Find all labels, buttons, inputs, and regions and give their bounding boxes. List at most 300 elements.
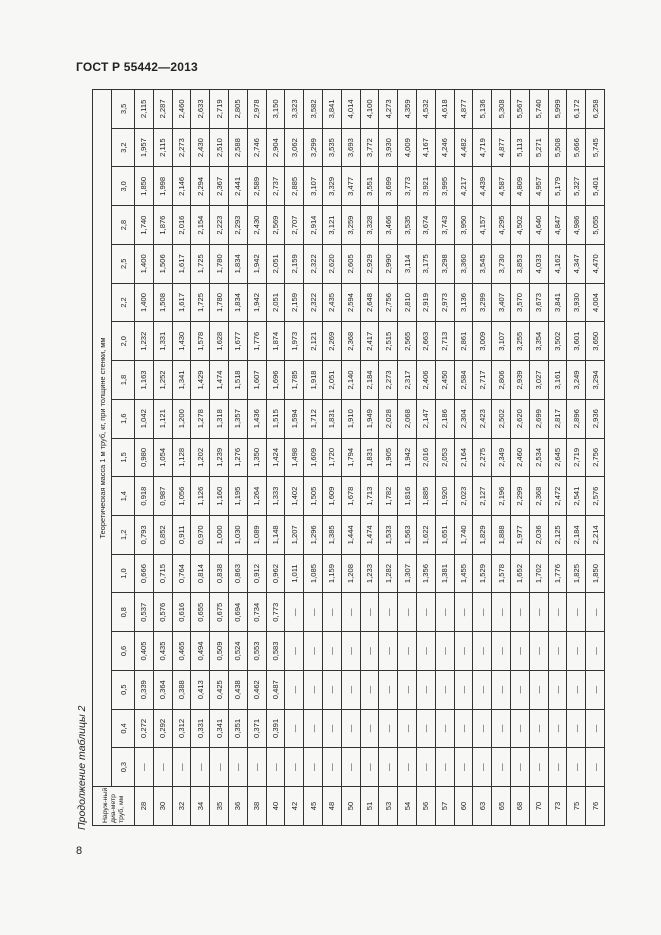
- mass-cell: 2,214: [586, 515, 605, 554]
- mass-cell: —: [341, 670, 360, 709]
- mass-cell: —: [416, 709, 435, 748]
- mass-cell: 5,745: [586, 128, 605, 167]
- table-row: [322, 90, 341, 826]
- mass-cell: 1,318: [210, 399, 229, 438]
- thickness-header: 1,8: [112, 361, 135, 400]
- mass-cell: 2,304: [454, 399, 473, 438]
- mass-cell: 2,349: [492, 438, 511, 477]
- table-row: [135, 90, 154, 826]
- mass-cell: 1,030: [228, 515, 247, 554]
- mass-cell: 4,957: [529, 167, 548, 206]
- mass-cell: 0,666: [135, 554, 154, 593]
- mass-cell: 2,990: [379, 244, 398, 283]
- mass-cell: 2,115: [153, 128, 172, 167]
- mass-cell: 2,435: [322, 283, 341, 322]
- mass-cell: 1,609: [304, 438, 323, 477]
- mass-cell: 2,068: [398, 399, 417, 438]
- diameter-cell: 38: [247, 787, 266, 826]
- mass-cell: 1,888: [492, 515, 511, 554]
- mass-cell: 2,620: [322, 244, 341, 283]
- mass-cell: —: [360, 748, 379, 787]
- mass-cell: 1,296: [304, 515, 323, 554]
- mass-cell: 1,712: [304, 399, 323, 438]
- mass-cell: —: [360, 670, 379, 709]
- mass-cell: 3,329: [322, 167, 341, 206]
- mass-cell: 2,576: [586, 477, 605, 516]
- mass-cell: 5,136: [473, 90, 492, 129]
- mass-cell: —: [379, 632, 398, 671]
- mass-cell: 3,921: [416, 167, 435, 206]
- diameter-cell: 32: [172, 787, 191, 826]
- mass-cell: 4,033: [529, 244, 548, 283]
- mass-cell: 4,347: [567, 244, 586, 283]
- mass-cell: 1,400: [135, 244, 154, 283]
- mass-cell: 1,651: [435, 515, 454, 554]
- mass-cell: 3,995: [435, 167, 454, 206]
- table-row: [191, 90, 210, 826]
- mass-cell: 2,737: [266, 167, 285, 206]
- mass-cell: 2,299: [510, 477, 529, 516]
- mass-cell: 6,172: [567, 90, 586, 129]
- mass-cell: 3,551: [360, 167, 379, 206]
- table-row: [473, 90, 492, 826]
- mass-cell: 2,147: [416, 399, 435, 438]
- mass-cell: 2,569: [266, 206, 285, 245]
- mass-cell: —: [586, 748, 605, 787]
- mass-cell: 0,339: [135, 670, 154, 709]
- mass-cell: 2,028: [379, 399, 398, 438]
- mass-cell: 1,163: [135, 361, 154, 400]
- mass-cell: 1,713: [360, 477, 379, 516]
- mass-cell: 4,246: [435, 128, 454, 167]
- thickness-header: 0,6: [112, 632, 135, 671]
- mass-cell: 3,107: [304, 167, 323, 206]
- mass-cell: 2,036: [529, 515, 548, 554]
- mass-cell: 3,674: [416, 206, 435, 245]
- mass-cell: 1,148: [266, 515, 285, 554]
- mass-cell: 0,494: [191, 632, 210, 671]
- mass-cell: 1,232: [135, 322, 154, 361]
- mass-cell: 5,113: [510, 128, 529, 167]
- mass-cell: 2,269: [322, 322, 341, 361]
- mass-cell: 2,146: [172, 167, 191, 206]
- mass-cell: —: [548, 748, 567, 787]
- diameter-cell: 51: [360, 787, 379, 826]
- mass-cell: 2,663: [416, 322, 435, 361]
- mass-cell: 2,717: [473, 361, 492, 400]
- mass-cell: —: [454, 748, 473, 787]
- mass-cell: 0,655: [191, 593, 210, 632]
- mass-cell: 1,905: [379, 438, 398, 477]
- mass-cell: 3,601: [567, 322, 586, 361]
- mass-cell: —: [304, 709, 323, 748]
- mass-cell: 2,810: [398, 283, 417, 322]
- mass-cell: 2,125: [548, 515, 567, 554]
- mass-cell: 2,423: [473, 399, 492, 438]
- mass-cell: 3,950: [454, 206, 473, 245]
- mass-cell: 0,465: [172, 632, 191, 671]
- mass-cell: 2,565: [398, 322, 417, 361]
- thickness-header: 2,5: [112, 244, 135, 283]
- mass-cell: —: [379, 670, 398, 709]
- mass-cell: 2,973: [435, 283, 454, 322]
- mass-cell: —: [473, 632, 492, 671]
- diameter-cell: 60: [454, 787, 473, 826]
- mass-cell: —: [416, 748, 435, 787]
- mass-cell: 2,275: [473, 438, 492, 477]
- diameter-cell: 45: [304, 787, 323, 826]
- mass-cell: 1,233: [360, 554, 379, 593]
- mass-cell: 1,474: [210, 361, 229, 400]
- mass-cell: 4,502: [510, 206, 529, 245]
- mass-cell: —: [510, 748, 529, 787]
- diameter-cell: 54: [398, 787, 417, 826]
- mass-cell: 2,978: [247, 90, 266, 129]
- mass-cell: —: [322, 632, 341, 671]
- table-row: [153, 90, 172, 826]
- table-row: [586, 90, 605, 826]
- mass-cell: —: [379, 748, 398, 787]
- diameter-cell: 57: [435, 787, 454, 826]
- mass-cell: 1,918: [304, 361, 323, 400]
- diameter-cell: 40: [266, 787, 285, 826]
- mass-cell: 0,814: [191, 554, 210, 593]
- table-row: [548, 90, 567, 826]
- mass-cell: —: [510, 709, 529, 748]
- diameter-cell: 36: [228, 787, 247, 826]
- mass-cell: 3,255: [510, 322, 529, 361]
- mass-cell: 3,466: [379, 206, 398, 245]
- mass-cell: 4,167: [416, 128, 435, 167]
- mass-cell: 0,838: [210, 554, 229, 593]
- mass-cell: —: [454, 709, 473, 748]
- mass-cell: 2,939: [510, 361, 529, 400]
- mass-cell: 2,184: [567, 515, 586, 554]
- mass-cell: 3,841: [548, 283, 567, 322]
- mass-cell: —: [285, 632, 304, 671]
- mass-cell: 2,589: [247, 167, 266, 206]
- mass-cell: 1,977: [510, 515, 529, 554]
- thickness-header: 0,4: [112, 709, 135, 748]
- mass-cell: —: [285, 670, 304, 709]
- mass-cell: 3,773: [398, 167, 417, 206]
- mass-cell: 2,293: [228, 206, 247, 245]
- diameter-cell: 30: [153, 787, 172, 826]
- mass-cell: —: [398, 593, 417, 632]
- mass-cell: 2,594: [341, 283, 360, 322]
- mass-cell: 2,196: [492, 477, 511, 516]
- mass-cell: 0,312: [172, 709, 191, 748]
- mass-cell: 1,160: [210, 477, 229, 516]
- mass-cell: 2,184: [360, 361, 379, 400]
- mass-cell: 3,294: [586, 361, 605, 400]
- mass-cell: 0,405: [135, 632, 154, 671]
- diameter-header: Наруж-ный диа-метр труб, мм: [93, 787, 135, 826]
- mass-cell: 2,406: [416, 361, 435, 400]
- mass-cell: 3,161: [548, 361, 567, 400]
- table-row: [379, 90, 398, 826]
- mass-cell: 0,438: [228, 670, 247, 709]
- mass-cell: —: [379, 593, 398, 632]
- mass-cell: 5,271: [529, 128, 548, 167]
- mass-cell: 1,341: [172, 361, 191, 400]
- mass-cell: 4,470: [586, 244, 605, 283]
- mass-cell: 1,126: [191, 477, 210, 516]
- diameter-cell: 75: [567, 787, 586, 826]
- mass-cell: 1,831: [360, 438, 379, 477]
- mass-cell: —: [529, 670, 548, 709]
- mass-cell: —: [360, 632, 379, 671]
- mass-cell: 5,401: [586, 167, 605, 206]
- mass-cell: 0,371: [247, 709, 266, 748]
- mass-cell: 4,162: [548, 244, 567, 283]
- mass-cell: 5,999: [548, 90, 567, 129]
- mass-cell: 2,287: [153, 90, 172, 129]
- mass-cell: —: [492, 748, 511, 787]
- mass-cell: 0,553: [247, 632, 266, 671]
- mass-cell: 3,407: [492, 283, 511, 322]
- mass-cell: 1,678: [341, 477, 360, 516]
- mass-cell: 0,364: [153, 670, 172, 709]
- mass-cell: —: [398, 670, 417, 709]
- mass-cell: 2,510: [210, 128, 229, 167]
- mass-cell: 1,239: [210, 438, 229, 477]
- mass-cell: 1,973: [285, 322, 304, 361]
- mass-cell: 2,534: [529, 438, 548, 477]
- table-row: [510, 90, 529, 826]
- mass-cell: 2,186: [435, 399, 454, 438]
- mass-cell: 0,912: [247, 554, 266, 593]
- thickness-header: 1,2: [112, 515, 135, 554]
- mass-cell: 1,942: [247, 244, 266, 283]
- mass-cell: 2,164: [454, 438, 473, 477]
- diameter-cell: 50: [341, 787, 360, 826]
- mass-cell: 3,136: [454, 283, 473, 322]
- mass-cell: 3,114: [398, 244, 417, 283]
- mass-cell: 2,273: [379, 361, 398, 400]
- mass-cell: —: [416, 593, 435, 632]
- mass-cell: 1,780: [210, 283, 229, 322]
- mass-cell: —: [510, 593, 529, 632]
- table-row: [172, 90, 191, 826]
- diameter-cell: 73: [548, 787, 567, 826]
- mass-cell: 1,910: [341, 399, 360, 438]
- mass-cell: 1,850: [135, 167, 154, 206]
- mass-cell: 3,841: [322, 90, 341, 129]
- mass-cell: 2,472: [548, 477, 567, 516]
- table-row: [304, 90, 323, 826]
- mass-cell: —: [473, 670, 492, 709]
- mass-cell: 1,920: [435, 477, 454, 516]
- mass-cell: —: [529, 632, 548, 671]
- mass-cell: —: [492, 670, 511, 709]
- mass-cell: 1,357: [228, 399, 247, 438]
- mass-cell: 1,740: [135, 206, 154, 245]
- mass-cell: 3,299: [304, 128, 323, 167]
- mass-cell: —: [153, 748, 172, 787]
- mass-cell: 5,179: [548, 167, 567, 206]
- mass-cell: 1,876: [153, 206, 172, 245]
- mass-cell: 1,533: [379, 515, 398, 554]
- mass-cell: 2,154: [191, 206, 210, 245]
- mass-cell: 1,333: [266, 477, 285, 516]
- table-row: [416, 90, 435, 826]
- mass-cell: —: [435, 748, 454, 787]
- mass-cell: 3,650: [586, 322, 605, 361]
- table-row: [398, 90, 417, 826]
- thickness-header: 3,0: [112, 167, 135, 206]
- mass-cell: 1,159: [322, 554, 341, 593]
- mass-cell: —: [304, 670, 323, 709]
- mass-cell: —: [210, 748, 229, 787]
- mass-cell: 1,720: [322, 438, 341, 477]
- table-row: [360, 90, 379, 826]
- mass-cell: 4,877: [492, 128, 511, 167]
- mass-cell: —: [322, 709, 341, 748]
- group-header: Теоретическая масса 1 м труб, кг, при толщине стенки, мм: [93, 90, 112, 787]
- thickness-header: 3,5: [112, 90, 135, 129]
- mass-cell: —: [247, 748, 266, 787]
- thickness-header: 2,0: [112, 322, 135, 361]
- mass-cell: 1,278: [191, 399, 210, 438]
- mass-cell: —: [304, 748, 323, 787]
- mass-cell: 0,980: [135, 438, 154, 477]
- mass-cell: 1,282: [379, 554, 398, 593]
- mass-cell: 1,957: [135, 128, 154, 167]
- mass-cell: 1,200: [172, 399, 191, 438]
- mass-cell: 2,620: [510, 399, 529, 438]
- mass-cell: 4,587: [492, 167, 511, 206]
- mass-cell: —: [529, 748, 548, 787]
- mass-cell: —: [492, 632, 511, 671]
- mass-cell: —: [341, 593, 360, 632]
- table-body: [135, 90, 605, 826]
- mass-cell: 0,616: [172, 593, 191, 632]
- table-caption: Продолжение таблицы 2: [76, 705, 88, 830]
- mass-cell: 1,816: [398, 477, 417, 516]
- mass-cell: 4,719: [473, 128, 492, 167]
- mass-cell: 2,515: [379, 322, 398, 361]
- mass-cell: 4,273: [379, 90, 398, 129]
- mass-cell: 1,400: [135, 283, 154, 322]
- mass-cell: —: [567, 709, 586, 748]
- mass-cell: 1,430: [172, 322, 191, 361]
- mass-table: [92, 89, 605, 826]
- mass-cell: 0,918: [135, 477, 154, 516]
- mass-cell: —: [548, 709, 567, 748]
- mass-cell: 3,062: [285, 128, 304, 167]
- mass-cell: 2,121: [304, 322, 323, 361]
- mass-cell: 2,896: [567, 399, 586, 438]
- mass-cell: —: [510, 632, 529, 671]
- mass-cell: 0,292: [153, 709, 172, 748]
- mass-cell: 0,537: [135, 593, 154, 632]
- mass-cell: 2,223: [210, 206, 229, 245]
- mass-cell: 2,294: [191, 167, 210, 206]
- table-row: [247, 90, 266, 826]
- mass-cell: —: [586, 593, 605, 632]
- mass-cell: —: [473, 709, 492, 748]
- mass-cell: 1,834: [228, 244, 247, 283]
- mass-cell: 1,207: [285, 515, 304, 554]
- mass-cell: 0,487: [266, 670, 285, 709]
- table-row: [492, 90, 511, 826]
- mass-cell: 4,439: [473, 167, 492, 206]
- mass-cell: 1,085: [304, 554, 323, 593]
- mass-cell: 3,570: [510, 283, 529, 322]
- mass-cell: 1,054: [153, 438, 172, 477]
- mass-cell: 1,942: [247, 283, 266, 322]
- mass-cell: 1,831: [322, 399, 341, 438]
- mass-cell: —: [172, 748, 191, 787]
- mass-cell: 3,299: [473, 283, 492, 322]
- mass-cell: 0,694: [228, 593, 247, 632]
- mass-cell: 2,648: [360, 283, 379, 322]
- mass-cell: 4,532: [416, 90, 435, 129]
- mass-cell: 2,051: [322, 361, 341, 400]
- diameter-cell: 35: [210, 787, 229, 826]
- mass-cell: 3,699: [379, 167, 398, 206]
- mass-cell: 0,863: [228, 554, 247, 593]
- mass-cell: —: [304, 593, 323, 632]
- mass-cell: 0,576: [153, 593, 172, 632]
- thickness-header: 1,4: [112, 477, 135, 516]
- mass-cell: 1,264: [247, 477, 266, 516]
- mass-cell: 1,508: [153, 283, 172, 322]
- mass-cell: 2,016: [416, 438, 435, 477]
- mass-cell: 1,652: [510, 554, 529, 593]
- mass-cell: 1,498: [285, 438, 304, 477]
- table-row: [228, 90, 247, 826]
- mass-cell: 2,719: [567, 438, 586, 477]
- mass-cell: 1,740: [454, 515, 473, 554]
- mass-cell: —: [416, 670, 435, 709]
- mass-cell: 1,696: [266, 361, 285, 400]
- mass-cell: 3,743: [435, 206, 454, 245]
- mass-cell: 1,825: [567, 554, 586, 593]
- mass-cell: 1,617: [172, 283, 191, 322]
- mass-cell: 3,673: [529, 283, 548, 322]
- mass-cell: 1,424: [266, 438, 285, 477]
- mass-cell: 4,009: [398, 128, 417, 167]
- mass-cell: 1,042: [135, 399, 154, 438]
- mass-cell: 2,441: [228, 167, 247, 206]
- mass-cell: 0,675: [210, 593, 229, 632]
- table-row: [435, 90, 454, 826]
- mass-cell: 1,677: [228, 322, 247, 361]
- mass-cell: 1,949: [360, 399, 379, 438]
- mass-cell: 2,645: [548, 438, 567, 477]
- diameter-cell: 76: [586, 787, 605, 826]
- mass-cell: 5,740: [529, 90, 548, 129]
- diameter-cell: 28: [135, 787, 154, 826]
- mass-cell: 2,317: [398, 361, 417, 400]
- mass-cell: 1,356: [416, 554, 435, 593]
- mass-cell: 3,027: [529, 361, 548, 400]
- mass-cell: 1,578: [191, 322, 210, 361]
- mass-cell: 3,249: [567, 361, 586, 400]
- mass-cell: 1,276: [228, 438, 247, 477]
- mass-cell: 3,930: [567, 283, 586, 322]
- mass-cell: 1,850: [586, 554, 605, 593]
- mass-cell: 2,633: [191, 90, 210, 129]
- mass-cell: 4,482: [454, 128, 473, 167]
- diameter-cell: 63: [473, 787, 492, 826]
- mass-cell: 3,354: [529, 322, 548, 361]
- mass-cell: —: [398, 632, 417, 671]
- mass-cell: 1,089: [247, 515, 266, 554]
- mass-cell: —: [567, 748, 586, 787]
